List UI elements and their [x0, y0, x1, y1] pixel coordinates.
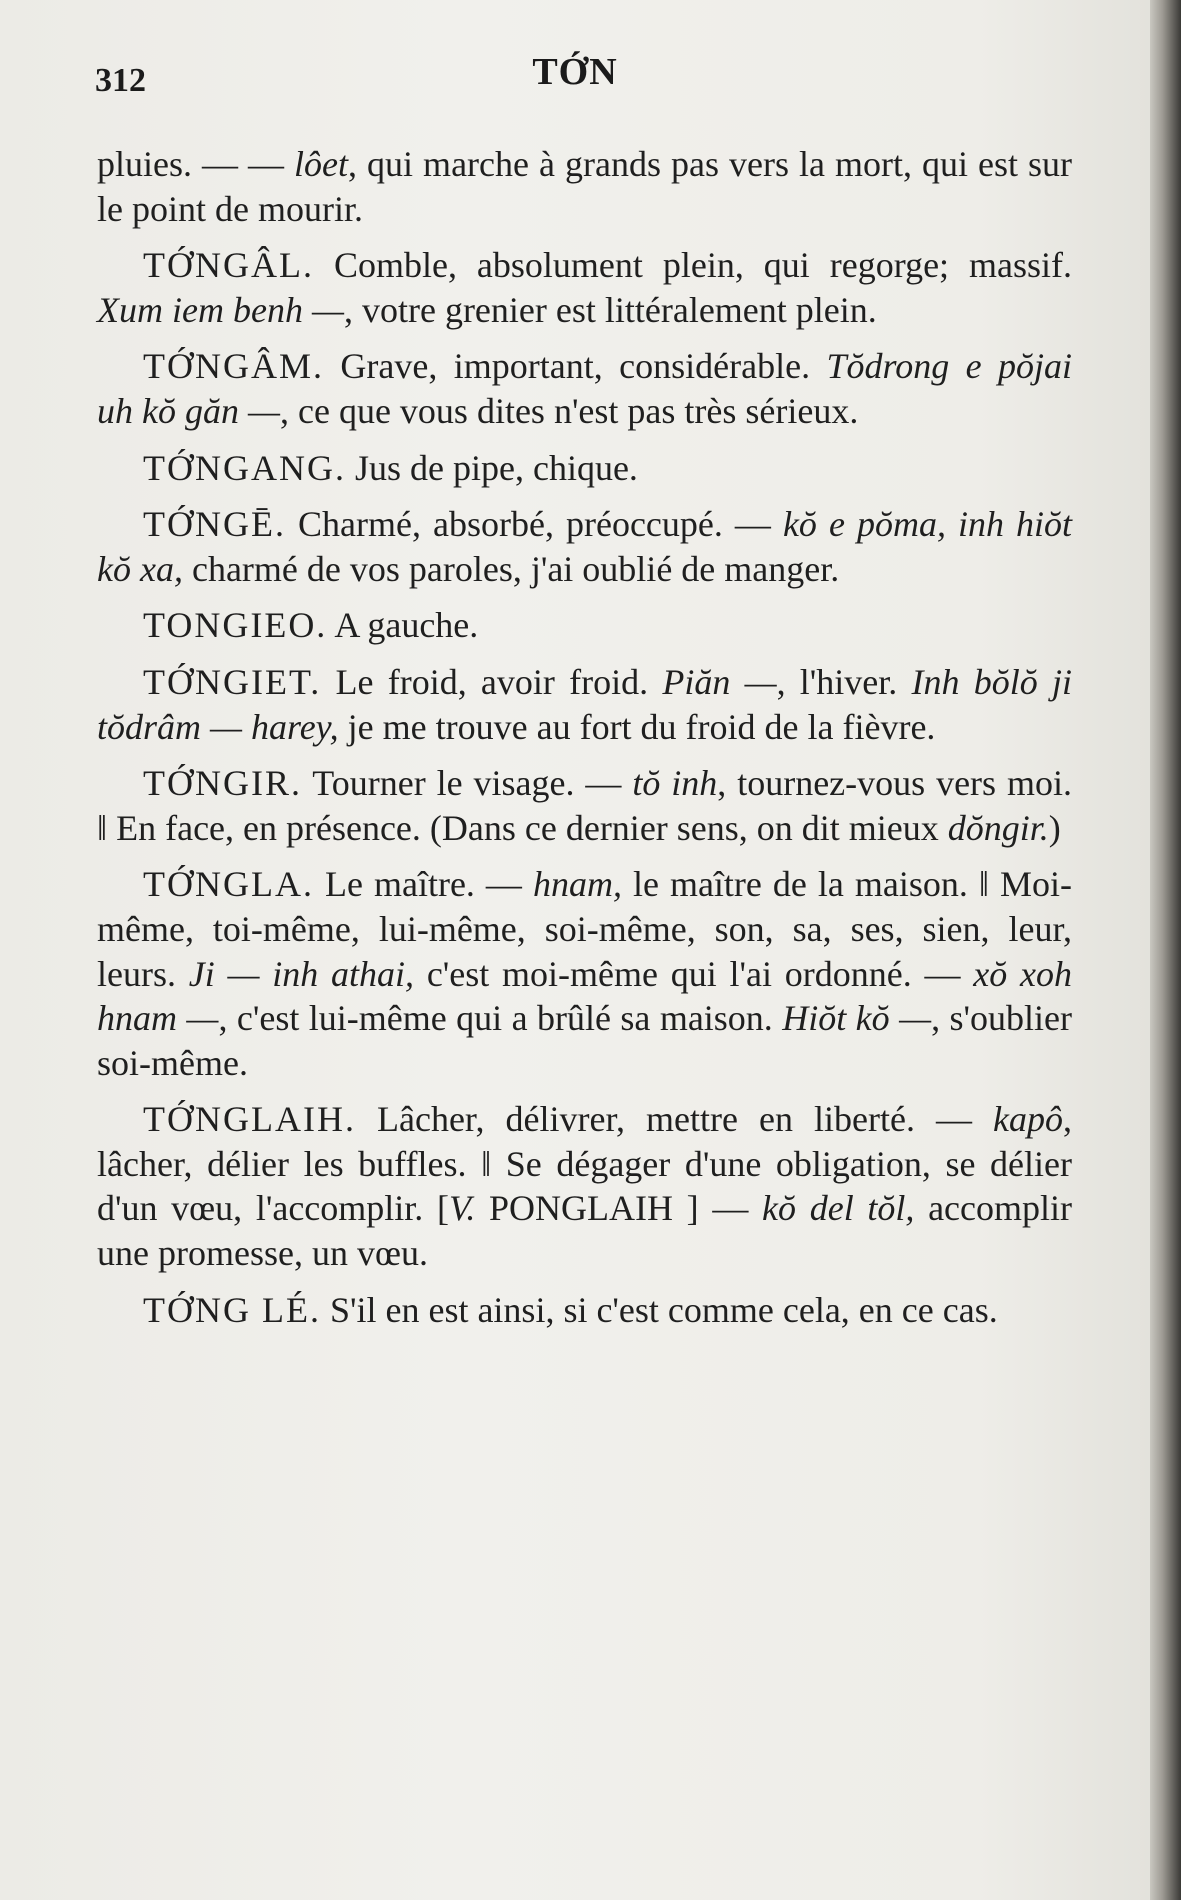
- headword: TỚNG LÉ.: [143, 1289, 321, 1330]
- dictionary-entry: TỚNGANG. Jus de pipe, chique.: [143, 447, 638, 488]
- headword: TỚNGÂM.: [143, 346, 324, 387]
- headword: TỚNGĒ.: [143, 504, 286, 545]
- dictionary-entry: TỚNGLAIH. Lâcher, délivrer, mettre en liberté. — kapô, lâcher, délier les buffles. ‖ Se dégager d'une obligation, se délier d'un vœu, l'accomplir. [V. PONGLAIH ] — kŏ del tŏl, accomplir une promesse, un vœu.: [97, 1099, 1073, 1274]
- dictionary-entry: TỚNG LÉ. S'il en est ainsi, si c'est comme cela, en ce cas.: [143, 1289, 998, 1330]
- page-number: 312: [95, 62, 146, 99]
- dictionary-entry-continuation: pluies. — — lôet, qui marche à grands pas vers la mort, qui est sur le point de mourir.: [97, 144, 1073, 229]
- page-edge-shadow: [1150, 0, 1181, 1900]
- headword: TỚNGLAIH.: [143, 1099, 356, 1140]
- headword: TONGIEO.: [143, 605, 328, 646]
- running-head: TỚN: [532, 51, 618, 93]
- headword: TỚNGLA.: [143, 864, 314, 905]
- headword: TỚNGIET.: [143, 661, 322, 702]
- headword: TỚNGÂL.: [143, 245, 314, 286]
- headword: TỚNGANG.: [143, 447, 346, 488]
- headword: TỚNGIR.: [143, 763, 302, 804]
- dictionary-entry: TỚNGIR. Tourner le visage. — tŏ inh, tournez-vous vers moi. ‖ En face, en présence. (Dans ce dernier sens, on dit mieux dŏngir.): [97, 763, 1072, 848]
- dictionary-entry: TỚNGĒ. Charmé, absorbé, préoccupé. — kŏ e pŏma, inh hiŏt kŏ xa, charmé de vos paroles, j'ai oublié de manger.: [97, 504, 1072, 589]
- dictionary-entry: TỚNGÂM. Grave, important, considérable. Tŏdrong e pŏjai uh kŏ găn —, ce que vous dites n'est pas très sérieux.: [97, 346, 1073, 431]
- dictionary-entry: TỚNGLA. Le maître. — hnam, le maître de la maison. ‖ Moi-même, toi-même, lui-même, soi-même, son, sa, ses, sien, leur, leurs. Ji — inh athai, c'est moi-même qui l'ai ordonné. — xŏ xoh hnam —, c'est lui-même qui a brûlé sa maison. Hiŏt kŏ —, s'oublier soi-même.: [97, 864, 1073, 1083]
- dictionary-entry: TỚNGÂL. Comble, absolument plein, qui regorge; massif. Xum iem benh —, votre grenier est littéralement plein.: [97, 245, 1072, 330]
- dictionary-text: [97, 142, 1072, 1344]
- dictionary-entry: TONGIEO. A gauche.: [143, 605, 479, 646]
- dictionary-entry: TỚNGIET. Le froid, avoir froid. Piăn —, l'hiver. Inh bŏlŏ ji tŏdrâm — harey, je me trouve au fort du froid de la fièvre.: [97, 661, 1072, 747]
